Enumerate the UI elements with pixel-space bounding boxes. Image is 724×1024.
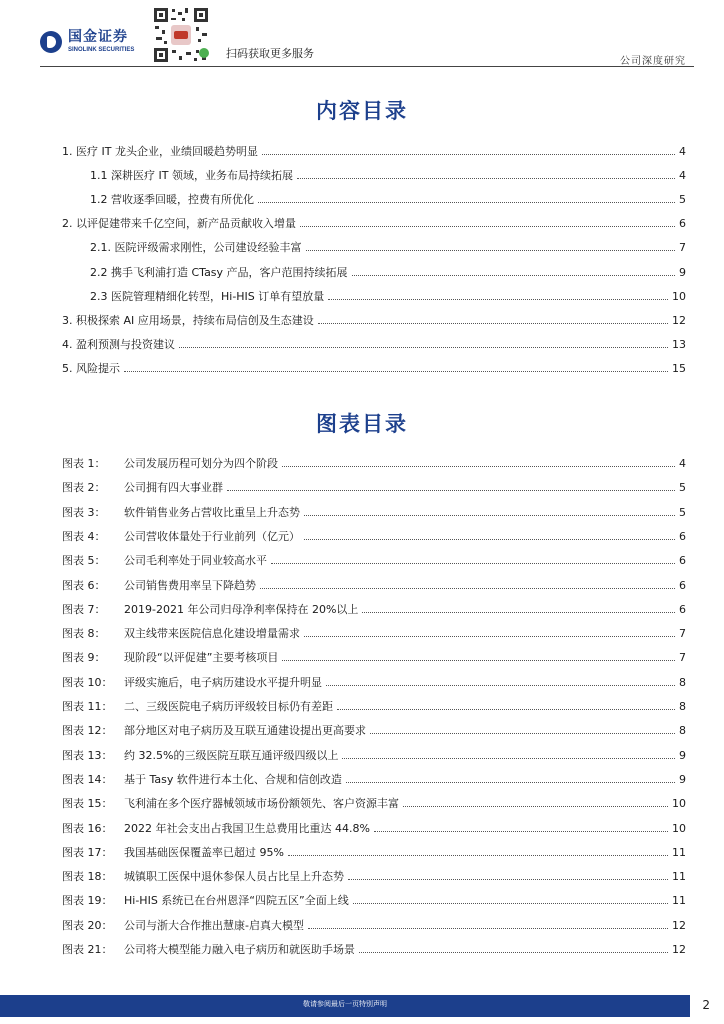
figure-entry[interactable] (62, 650, 686, 665)
entry-page-number: 11 (672, 845, 686, 859)
figure-entry[interactable] (62, 918, 686, 933)
dot-leader (271, 553, 675, 564)
figure-entry[interactable] (62, 942, 686, 957)
entry-title: 2. 以评促建带来千亿空间，新产品贡献收入增量 (62, 217, 296, 231)
toc-entry[interactable] (90, 168, 686, 183)
entry-page-number: 5 (679, 505, 686, 519)
entry-text (62, 530, 300, 544)
toc-entry[interactable] (90, 289, 686, 304)
entry-page-number: 7 (679, 241, 686, 255)
entry-text (62, 919, 304, 933)
dot-leader (374, 821, 668, 832)
entry-text (90, 266, 348, 280)
entry-text (62, 894, 349, 908)
entry-title: 约 32.5%的三级医院互联互通评级四级以上 (124, 748, 339, 762)
entry-title: 基于 Tasy 软件进行本土化、合规和信创改造 (124, 772, 342, 786)
entry-page-number: 6 (679, 554, 686, 568)
entry-text (62, 749, 338, 763)
entry-page-number: 12 (672, 918, 686, 932)
logo-icon (40, 31, 62, 53)
dot-leader (328, 289, 668, 300)
entry-text (62, 676, 322, 690)
dot-leader (304, 529, 675, 540)
figure-entry[interactable] (62, 821, 686, 836)
dot-leader (359, 942, 668, 953)
figure-entry[interactable] (62, 626, 686, 641)
entry-page-number: 4 (679, 457, 686, 470)
entry-title: 软件销售业务占营收比重呈上升态势 (124, 505, 300, 519)
entry-page-number: 6 (679, 578, 686, 592)
entry-text (62, 362, 120, 376)
entry-title: 1.1 深耕医疗 IT 领域，业务布局持续拓展 (90, 169, 293, 183)
figure-entry[interactable] (62, 748, 686, 763)
entry-page-number: 4 (679, 145, 686, 158)
entry-text (62, 338, 175, 352)
dot-leader (300, 216, 675, 227)
footer-bar (0, 995, 690, 1017)
figure-entry[interactable] (62, 796, 686, 811)
figure-entry[interactable] (62, 723, 686, 738)
figure-entry[interactable] (62, 893, 686, 908)
figure-list-title: 图表目录 (316, 412, 408, 436)
entry-text (62, 700, 333, 714)
dot-leader (258, 192, 675, 203)
entry-page-number: 10 (672, 821, 686, 835)
toc-entry[interactable] (90, 265, 686, 280)
entry-title: 1. 医疗 IT 龙头企业，业绩回暖趋势明显 (62, 145, 258, 158)
entry-text (62, 846, 284, 860)
dot-leader (308, 918, 668, 929)
toc-entry[interactable] (62, 337, 686, 352)
entry-text (62, 870, 344, 884)
entry-page-number: 8 (679, 700, 686, 713)
entry-title: 3. 积极探索 AI 应用场景，持续布局信创及生态建设 (62, 313, 314, 327)
entry-title: 公司营收体量处于行业前列（亿元） (124, 529, 300, 543)
dot-leader (352, 265, 675, 276)
dot-leader (326, 675, 675, 686)
dot-leader (353, 893, 668, 904)
entry-page-number: 4 (679, 169, 686, 183)
entry-title: 5. 风险提示 (62, 361, 120, 375)
entry-title: 公司与浙大合作推出慧康-启真大模型 (124, 918, 304, 932)
dot-leader (304, 505, 675, 516)
dot-leader (124, 361, 668, 372)
entry-page-number: 11 (672, 870, 686, 884)
entry-title: 2.1. 医院评级需求刚性，公司建设经验丰富 (90, 241, 302, 255)
figure-label: 图表 9： (62, 651, 106, 665)
entry-page-number: 9 (679, 748, 686, 762)
disclaimer-notice: 敬请参阅最后一页特别声明 (303, 1000, 387, 1008)
entry-text (62, 554, 267, 568)
toc-title: 内容目录 (316, 99, 408, 123)
toc-entry[interactable] (62, 313, 686, 328)
figure-label: 图表 21： (62, 943, 113, 956)
dot-leader (342, 748, 675, 759)
entry-text (62, 457, 278, 471)
figure-label: 图表 15： (62, 797, 113, 811)
entry-title: 飞利浦在多个医疗器械领域市场份额领先、客户资源丰富 (124, 797, 399, 811)
figure-entry[interactable] (62, 480, 686, 495)
figure-label: 图表 8： (62, 627, 106, 641)
entry-page-number: 12 (672, 943, 686, 956)
entry-page-number: 8 (679, 675, 686, 689)
entry-text (62, 481, 223, 495)
dot-leader (262, 144, 675, 155)
figure-entry[interactable] (62, 845, 686, 860)
entry-page-number: 12 (672, 313, 686, 327)
entry-title: 2.3 医院管理精细化转型，Hi-HIS 订单有望放量 (90, 289, 325, 303)
toc-entry[interactable] (62, 216, 686, 231)
entry-text (62, 217, 296, 231)
page-footer (0, 995, 724, 1024)
entry-page-number: 6 (679, 529, 686, 543)
entry-text (62, 506, 300, 520)
entry-title: 公司发展历程可划分为四个阶段 (124, 457, 278, 470)
entry-text (90, 241, 302, 255)
entry-page-number: 5 (679, 481, 686, 495)
entry-title: 公司销售费用率呈下降趋势 (124, 578, 256, 592)
figure-entry[interactable] (62, 529, 686, 544)
figure-label: 图表 4： (62, 529, 106, 543)
entry-page-number: 15 (672, 361, 686, 375)
page-number: 2 (702, 998, 710, 1012)
dot-leader (318, 313, 668, 324)
figure-label: 图表 2： (62, 481, 106, 495)
entry-page-number: 8 (679, 724, 686, 738)
toc-entry[interactable] (90, 192, 686, 207)
dot-leader (346, 772, 675, 783)
dot-leader (304, 626, 675, 637)
figure-entry[interactable] (62, 505, 686, 520)
report-category: 公司深度研究 (620, 56, 686, 67)
entry-page-number: 9 (679, 265, 686, 279)
figure-entry[interactable] (62, 675, 686, 690)
entry-title: 1.2 营收逐季回暖，控费有所优化 (90, 193, 254, 207)
entry-title: 部分地区对电子病历及互联互通建设提出更高要求 (124, 724, 366, 738)
figure-entry[interactable] (62, 772, 686, 787)
figure-entry[interactable] (62, 553, 686, 568)
company-logo (40, 30, 134, 53)
page-header (0, 0, 724, 68)
entry-text (62, 797, 399, 811)
figure-label: 图表 18： (62, 870, 113, 884)
entry-page-number: 7 (679, 651, 686, 665)
entry-text (62, 773, 342, 787)
figure-label: 图表 1： (62, 457, 106, 470)
figure-label: 图表 12： (62, 724, 113, 738)
entry-text (62, 579, 256, 593)
figure-label: 图表 3： (62, 505, 106, 519)
figure-label: 图表 14： (62, 772, 113, 786)
figure-entry[interactable] (62, 869, 686, 884)
entry-text (62, 822, 370, 836)
entry-text (62, 943, 355, 957)
logo-en: SINOLINK SECURITIES (68, 47, 135, 53)
figure-label: 图表 6： (62, 578, 106, 592)
entry-title: 4. 盈利预测与投资建议 (62, 337, 175, 351)
entry-text (62, 627, 300, 641)
dot-leader (297, 168, 675, 179)
entry-text (90, 193, 254, 207)
scan-prompt: 扫码获取更多服务 (226, 47, 314, 60)
entry-text (62, 314, 314, 328)
dot-leader (362, 602, 675, 613)
figure-label: 图表 13： (62, 748, 113, 762)
entry-page-number: 11 (672, 894, 686, 908)
dot-leader (260, 578, 675, 589)
entry-title: 双主线带来医院信息化建设增量需求 (124, 627, 300, 641)
figure-entry[interactable] (62, 456, 686, 471)
entry-title: Hi-HIS 系统已在台州恩泽“四院五区”全面上线 (124, 894, 349, 908)
entry-text (90, 290, 324, 304)
figure-label: 图表 16： (62, 821, 113, 835)
figure-label: 图表 20： (62, 918, 113, 932)
toc-entry[interactable] (90, 240, 686, 255)
entry-title: 城镇职工医保中退休参保人员占比呈上升态势 (124, 870, 344, 884)
dot-leader (227, 480, 675, 491)
entry-page-number: 6 (679, 602, 686, 616)
dot-leader (179, 337, 668, 348)
toc-entry[interactable] (62, 361, 686, 376)
entry-title: 评级实施后，电子病历建设水平提升明显 (124, 675, 322, 689)
entry-title: 2022 年社会支出占我国卫生总费用比重达 44.8% (124, 821, 370, 835)
figure-label: 图表 19： (62, 894, 113, 908)
entry-title: 我国基础医保覆盖率已超过 95% (124, 845, 284, 859)
dot-leader (288, 845, 668, 856)
qr-code-icon[interactable] (152, 6, 210, 64)
figure-entry[interactable] (62, 602, 686, 617)
entry-title: 2019-2021 年公司归母净利率保持在 20%以上 (124, 602, 359, 616)
entry-page-number: 5 (679, 193, 686, 207)
figure-label: 图表 5： (62, 554, 106, 568)
dot-leader (348, 869, 668, 880)
header-divider (40, 66, 694, 67)
entry-title: 2.2 携手飞利浦打造 CTasy 产品，客户范围持续拓展 (90, 265, 348, 279)
entry-text (62, 145, 258, 159)
entry-title: 二、三级医院电子病历评级较目标仍有差距 (124, 700, 333, 713)
dot-leader (282, 456, 675, 467)
entry-page-number: 10 (672, 797, 686, 811)
figure-label: 图表 7： (62, 602, 106, 616)
figure-label: 图表 11： (62, 700, 113, 713)
entry-text (62, 724, 366, 738)
dot-leader (306, 240, 676, 251)
entry-page-number: 6 (679, 217, 686, 231)
figure-label: 图表 10： (62, 675, 113, 689)
dot-leader (370, 723, 675, 734)
entry-page-number: 9 (679, 772, 686, 786)
entry-page-number: 10 (672, 289, 686, 303)
entry-title: 现阶段“以评促建”主要考核项目 (124, 651, 279, 665)
figure-entry[interactable] (62, 699, 686, 714)
dot-leader (282, 650, 675, 661)
dot-leader (337, 699, 675, 710)
entry-title: 公司毛利率处于同业较高水平 (124, 554, 267, 568)
figure-entry[interactable] (62, 578, 686, 593)
logo-cn: 国金证券 (68, 29, 128, 45)
toc-entry[interactable] (62, 144, 686, 159)
entry-title: 公司将大模型能力融入电子病历和就医助手场景 (124, 943, 355, 956)
entry-title: 公司拥有四大事业群 (124, 481, 223, 495)
dot-leader (403, 796, 668, 807)
entry-text (62, 603, 358, 617)
entry-page-number: 13 (672, 337, 686, 351)
figure-label: 图表 17： (62, 845, 113, 859)
entry-page-number: 7 (679, 627, 686, 641)
entry-text (90, 169, 293, 183)
entry-text (62, 651, 278, 665)
